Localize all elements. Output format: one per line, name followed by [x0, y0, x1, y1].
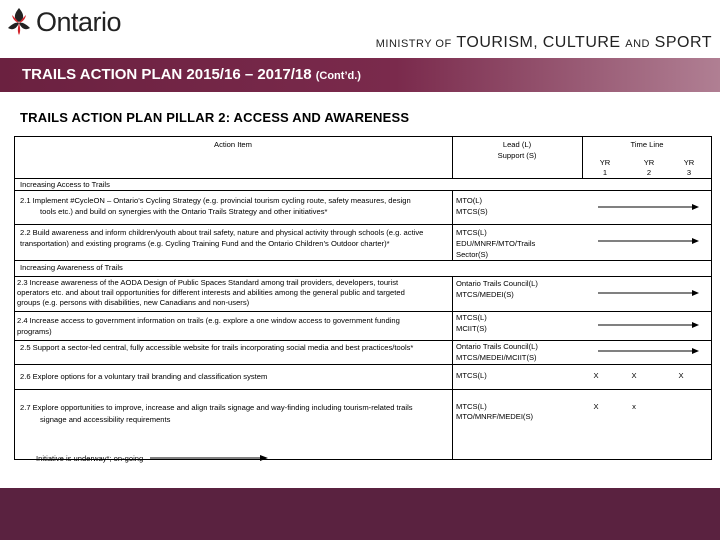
row-2-3-action-line3: groups (e.g. persons with disabilities, new Canadians and non-users)	[17, 298, 250, 307]
trillium-icon	[6, 6, 32, 36]
table-border-top	[14, 136, 712, 137]
row-2-7-yr2-mark: x	[632, 402, 636, 411]
row-2-4-lead: MTCS(L)	[456, 313, 487, 322]
row-2-1-lead: MTO(L)	[456, 196, 483, 205]
page-title	[22, 66, 361, 83]
row-2-6-yr3-mark: X	[678, 371, 684, 380]
legend-text: Initiative is underway*; on-going	[36, 454, 144, 463]
year-2-label: YR	[643, 158, 655, 167]
ministry-word: MINISTRY OF	[375, 38, 452, 50]
row-2-4-support: MCIIT(S)	[456, 324, 487, 333]
year-1-number: 1	[602, 168, 608, 177]
year-3-label: YR	[683, 158, 695, 167]
row-line-3	[14, 311, 712, 312]
row-2-3-action-line1: 2.3 Increase awareness of the AODA Design of Public Spaces Standard among trail providers, developers, tourist	[17, 278, 399, 287]
row-2-2-action-line1: 2.2 Build awareness and inform children/youth about trail safety, nature and physical activity through schools (e.g. active	[20, 228, 424, 237]
row-2-7-action-line2: signage and accessibility requirements	[40, 415, 171, 424]
ministry-culture: CULTURE	[542, 34, 621, 51]
row-2-6-action: 2.6 Explore options for a voluntary trail branding and classification system	[20, 372, 268, 381]
row-2-5-ongoing-arrow	[598, 346, 700, 356]
ministry-name	[376, 34, 712, 52]
row-2-3-ongoing-arrow	[598, 288, 700, 298]
row-2-1-support: MTCS(S)	[456, 207, 488, 216]
page-title-main: TRAILS ACTION PLAN 2015/16 – 2017/18	[22, 66, 312, 83]
row-2-2-ongoing-arrow	[598, 236, 700, 246]
row-line-section1	[14, 190, 712, 191]
header-bar	[0, 58, 720, 92]
year-3-number: 3	[686, 168, 692, 177]
ministry-comma: ,	[533, 34, 539, 51]
row-2-6-lead: MTCS(L)	[456, 371, 487, 380]
pillar-title: TRAILS ACTION PLAN PILLAR 2: ACCESS AND AWARENESS	[20, 110, 410, 125]
row-2-4-ongoing-arrow	[598, 320, 700, 330]
row-2-5-action: 2.5 Support a sector-led central, fully accessible website for trails incorporating social media and best practices/tools*	[20, 343, 414, 352]
row-2-1-action-line1: 2.1 Implement #CycleON – Ontario’s Cycling Strategy (e.g. provincial tourism cycling route, safety measures, design	[20, 196, 411, 205]
col-divider-lead-1	[452, 190, 453, 260]
row-2-2-support-line2: Sector(S)	[456, 250, 489, 259]
row-line-section2	[14, 276, 712, 277]
section-awareness: Increasing Awareness of Trails	[20, 263, 123, 272]
row-2-2-action-line2: transportation) and existing programs (e.g. Cycling Training Fund and the Ontario Children’s Outdoor charter)*	[20, 239, 390, 248]
col-header-timeline: Time Line	[630, 140, 664, 149]
row-2-3-lead: Ontario Trails Council(L)	[456, 279, 538, 288]
row-2-6-yr2-mark: X	[631, 371, 637, 380]
row-2-3-support: MTCS/MEDEI(S)	[456, 290, 514, 299]
row-2-4-action-line1: 2.4 Increase access to government information on trails (e.g. explore a one window access to government funding	[17, 316, 400, 325]
ministry-tourism: TOURISM	[456, 34, 534, 51]
legend-arrow	[150, 453, 270, 463]
section-access: Increasing Access to Trails	[20, 180, 110, 189]
action-table	[14, 136, 712, 463]
row-2-2-lead: MTCS(L)	[456, 228, 487, 237]
logo-wordmark: Ontario	[36, 7, 122, 37]
footer-bar	[0, 488, 720, 540]
col-header-action: Action Item	[214, 140, 252, 149]
ontario-logo	[6, 4, 146, 40]
col-header-support: Support (S)	[497, 151, 537, 160]
row-line-5	[14, 364, 712, 365]
row-2-5-lead: Ontario Trails Council(L)	[456, 342, 538, 351]
row-2-6-yr1-mark: X	[593, 371, 599, 380]
table-border-right	[711, 136, 712, 460]
row-2-1-action-line2: tools etc.) and build on synergies with the Ontario Trails Strategy and other initiatives*	[40, 207, 328, 216]
year-2-number: 2	[646, 168, 652, 177]
col-header-lead: Lead (L)	[502, 140, 532, 149]
row-2-7-lead: MTCS(L)	[456, 402, 487, 411]
row-2-7-support: MTO/MNRF/MEDEI(S)	[456, 412, 534, 421]
row-line-2	[14, 260, 712, 261]
year-1-label: YR	[599, 158, 611, 167]
row-2-2-support-line1: EDU/MNRF/MTO/Trails	[456, 239, 536, 248]
ministry-and: AND	[625, 38, 650, 50]
page-title-cont: (Cont’d.)	[315, 70, 361, 82]
row-line-6	[14, 389, 712, 390]
ministry-sport: SPORT	[654, 34, 712, 51]
row-line-4	[14, 340, 712, 341]
row-2-5-support: MTCS/MEDEI/MCIIT(S)	[456, 353, 537, 362]
row-2-3-action-line2: operators etc. and about trail opportunities for different interests and abilities among the general public and targeted	[17, 288, 405, 297]
row-2-7-action-line1: 2.7 Explore opportunities to improve, increase and align trails signage and way-finding including tourism-related trails	[20, 403, 413, 412]
table-border-left	[14, 136, 15, 460]
col-divider-lead-2	[452, 276, 453, 459]
row-2-1-ongoing-arrow	[598, 202, 700, 212]
row-2-7-yr1-mark: X	[593, 402, 599, 411]
row-2-4-action-line2: programs)	[17, 327, 52, 336]
row-line-1	[14, 224, 712, 225]
